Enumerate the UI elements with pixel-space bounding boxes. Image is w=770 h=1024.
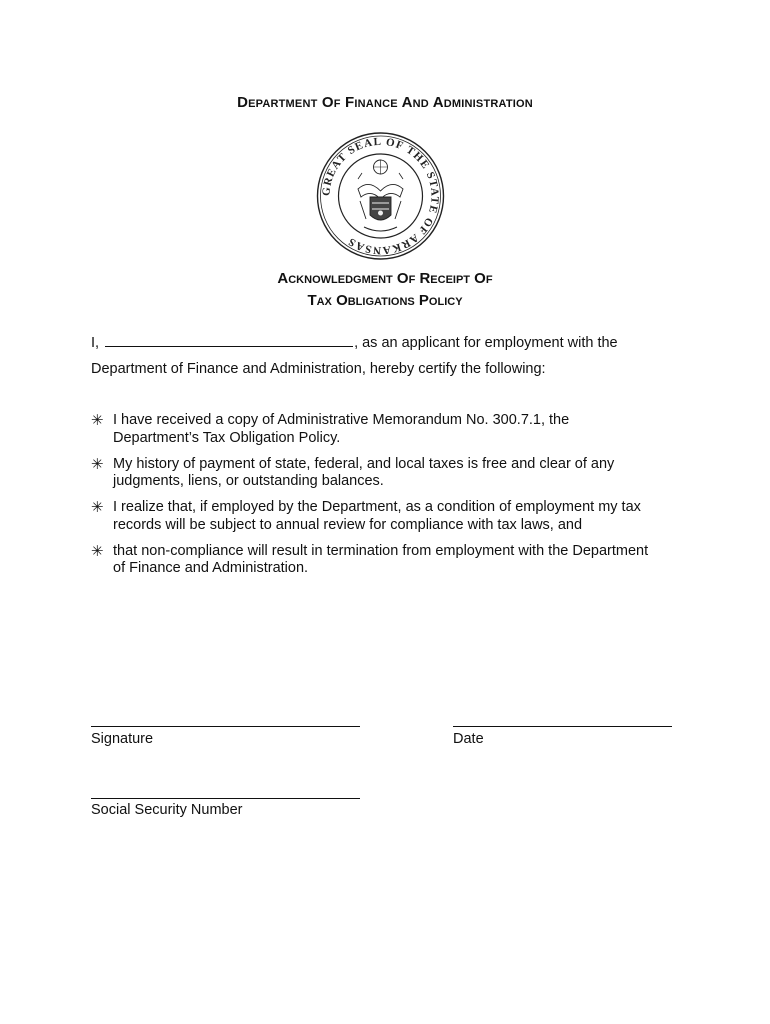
signature-label: Signature	[91, 731, 154, 747]
certification-item-line-2: of Finance and Administration.	[113, 560, 309, 576]
intro-line-2: Department of Finance and Administration, hereby certify the following:	[91, 361, 546, 377]
asterisk-icon: ✳	[91, 542, 104, 560]
department-title: Department Of Finance And Administration	[237, 94, 533, 111]
certification-item-line-2: records will be subject to annual review for compliance with tax laws, and	[113, 516, 583, 533]
intro-suffix: , as an applicant for employment with the	[354, 335, 618, 351]
certification-item-line-1: that non-compliance will result in termination from employment with the Department	[113, 542, 649, 559]
certification-item-line-2: judgments, liens, or outstanding balances.	[113, 473, 384, 489]
state-seal-icon	[314, 131, 447, 261]
certification-item-line-1: I realize that, if employed by the Department, as a condition of employment my tax	[113, 499, 641, 515]
intro-line-1	[91, 332, 691, 352]
certification-item-line-1: My history of payment of state, federal, and local taxes is free and clear of any	[113, 455, 615, 472]
certification-item	[91, 543, 691, 578]
certification-item	[91, 456, 691, 491]
asterisk-icon: ✳	[91, 455, 104, 473]
ssn-field[interactable]	[91, 798, 360, 799]
date-label: Date	[453, 731, 484, 747]
signature-field[interactable]	[91, 726, 360, 727]
applicant-name-field[interactable]	[105, 332, 353, 347]
intro-prefix: I,	[91, 335, 100, 351]
form-title	[0, 268, 770, 312]
seal-ring-text: GREAT SEAL OF THE STATE OF ARKANSAS	[320, 135, 441, 257]
date-field[interactable]	[453, 726, 672, 727]
asterisk-icon: ✳	[91, 412, 104, 429]
form-title-line-2: Tax Obligations Policy	[307, 292, 463, 309]
certification-list	[91, 412, 691, 586]
certification-item-line-1: I have received a copy of Administrative Memorandum No. 300.7.1, the	[113, 412, 570, 428]
asterisk-icon: ✳	[91, 499, 104, 516]
certification-item	[91, 499, 691, 534]
form-title-line-1: Acknowledgment Of Receipt Of	[277, 270, 493, 287]
certification-item	[91, 412, 691, 447]
ssn-label: Social Security Number	[91, 802, 243, 818]
certification-item-line-2: Department’s Tax Obligation Policy.	[113, 429, 341, 446]
